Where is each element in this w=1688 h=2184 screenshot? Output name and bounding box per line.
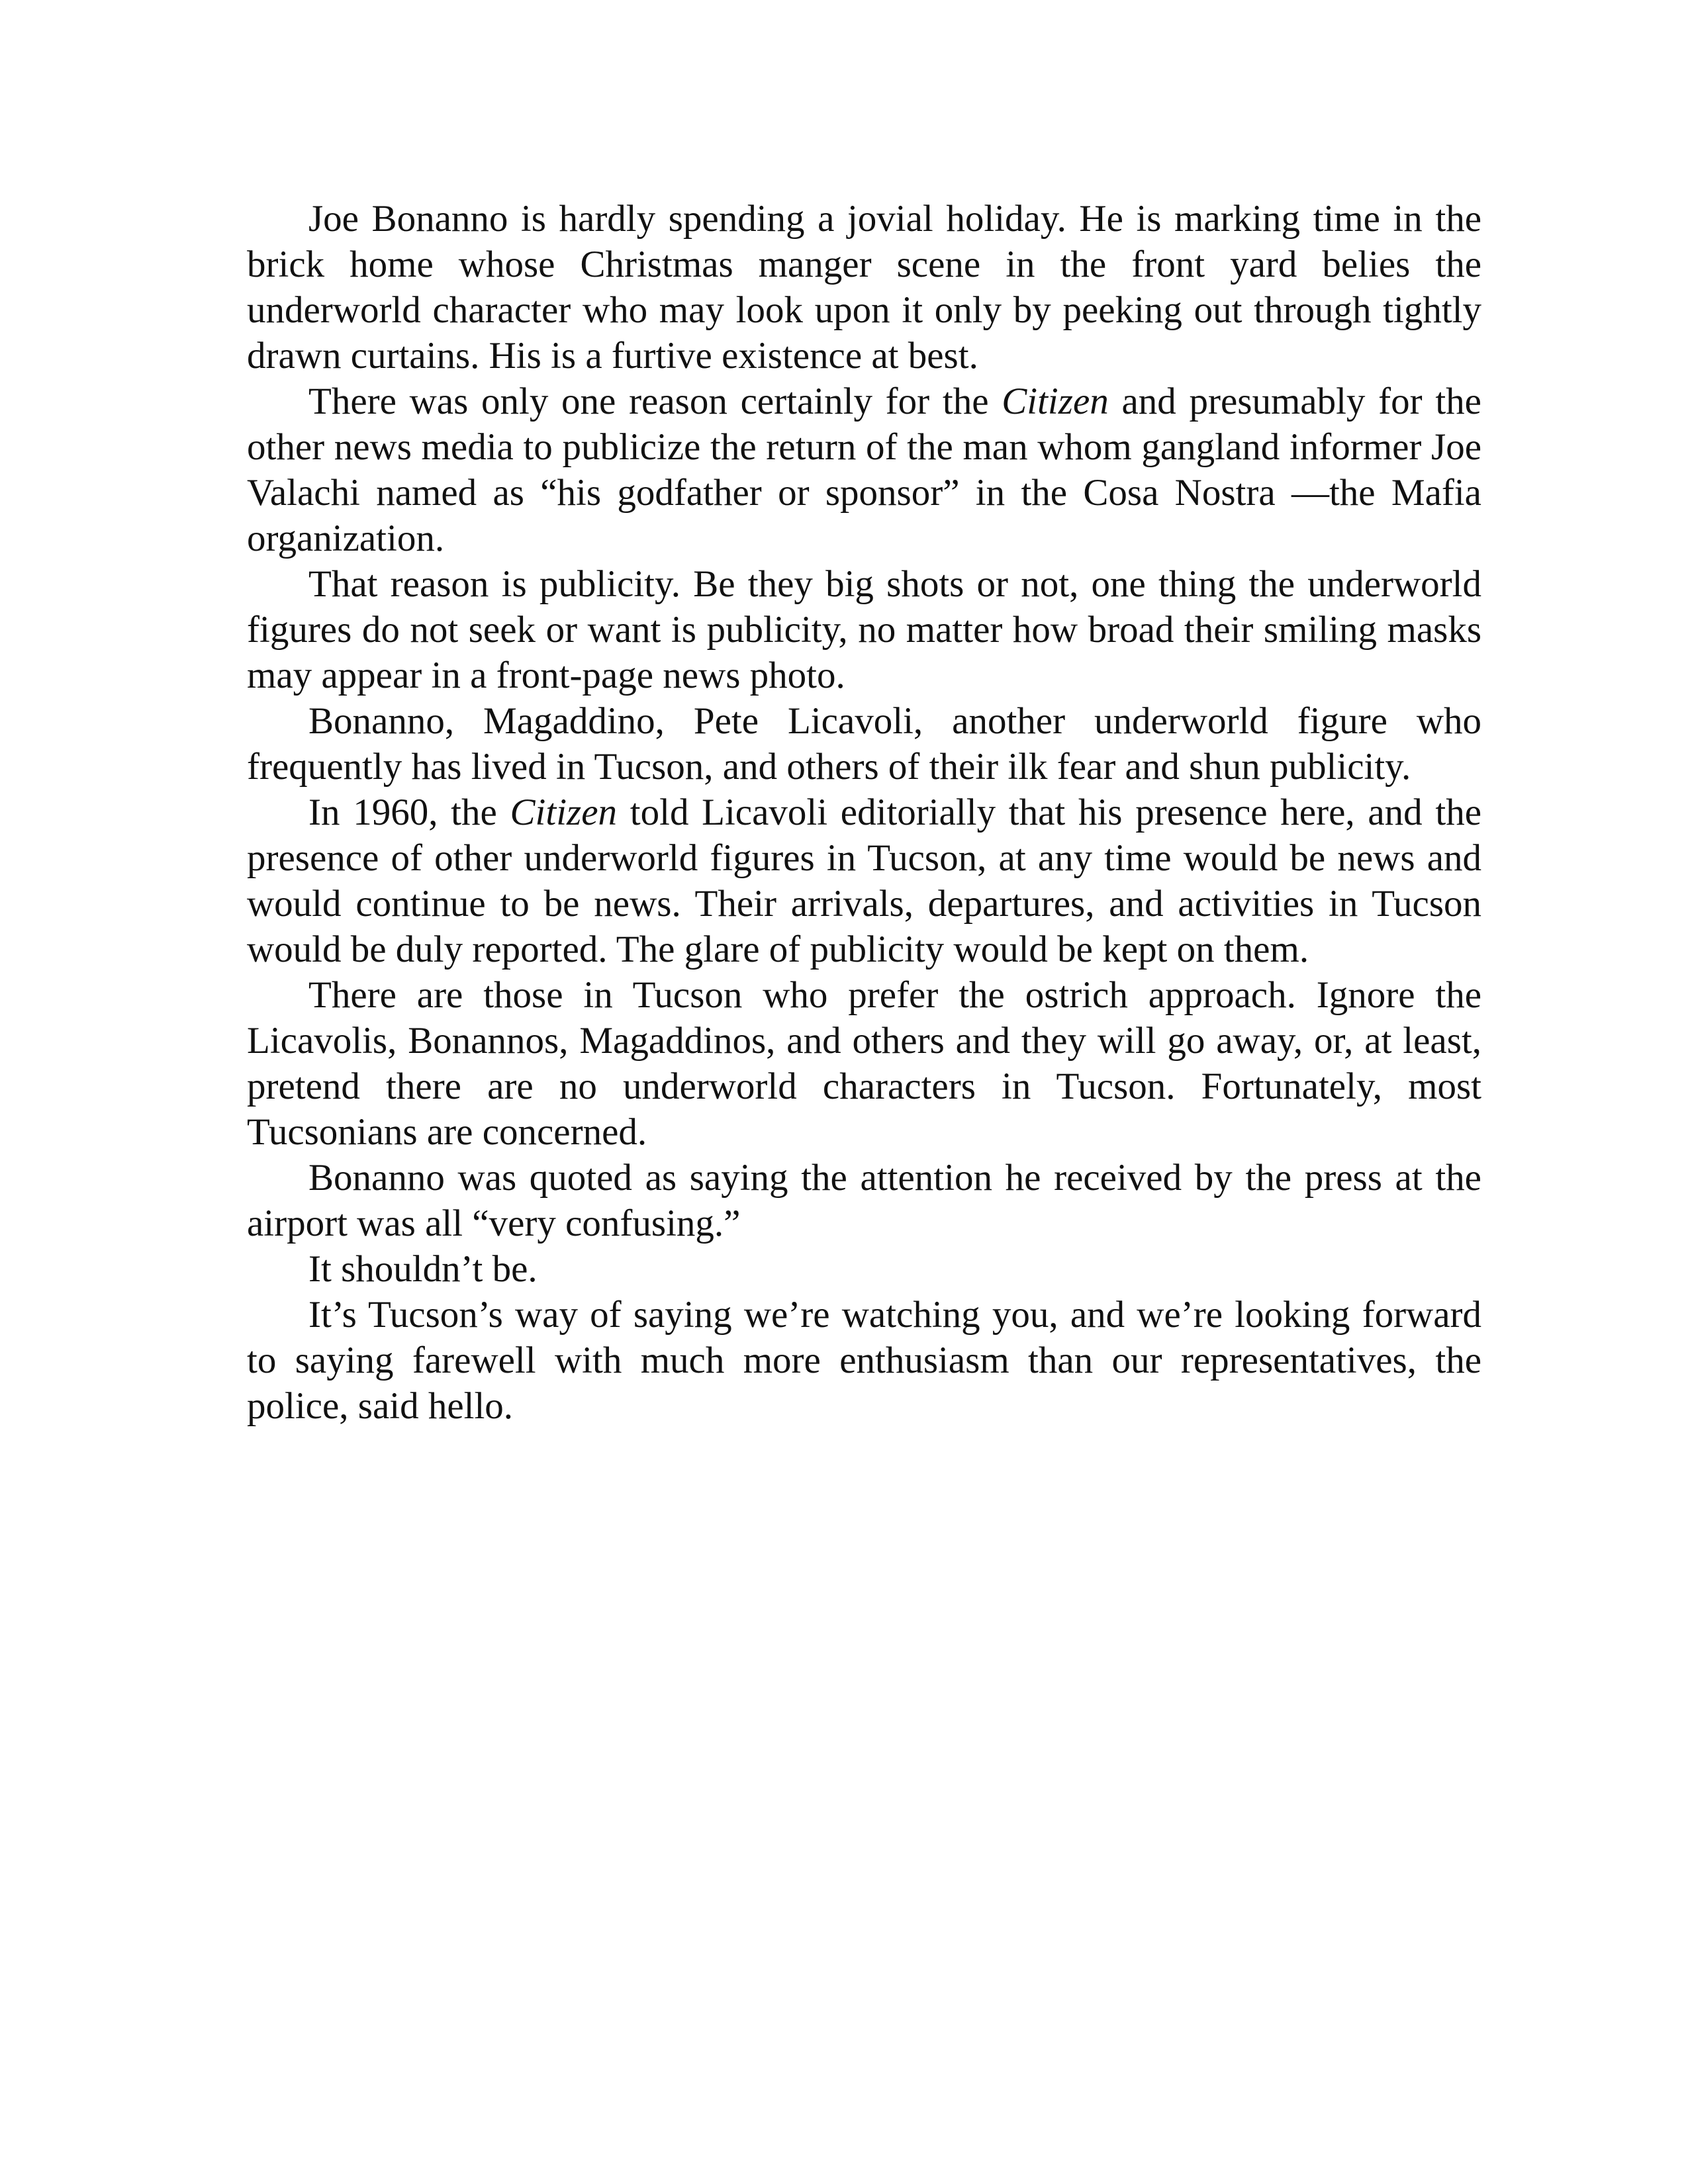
paragraph-4 xyxy=(247,698,1481,790)
paragraph-2 xyxy=(247,379,1481,561)
body-text xyxy=(247,196,1481,1429)
paragraph-3 xyxy=(247,561,1481,698)
paragraph-9 xyxy=(247,1292,1481,1429)
paragraph-7 xyxy=(247,1155,1481,1246)
paragraph-text: In 1960, the xyxy=(308,792,510,833)
paragraph-text: Joe Bonanno is hardly spending a jovial holiday. He is marking time in the brick home whose Christmas manger scene in the front yard belies the underworld character who may look upon it only by peeking out through tightly drawn curtains. His is a furtive existence at best. xyxy=(247,198,1481,377)
paragraph-text: told Licavoli editorially that his presence here, and the presence of other underworld figures in Tucson, at any time would be news and would continue to be news. Their arrivals, departures, and activities in Tucson would be duly reported. The glare of publicity would be kept on them. xyxy=(247,792,1481,970)
paragraph-6 xyxy=(247,972,1481,1155)
paragraph-text: That reason is publicity. Be they big shots or not, one thing the underworld figures do not seek or want is publicity, no matter how broad their smiling masks may appear in a front-page news photo. xyxy=(247,563,1481,696)
publication-name: Citizen xyxy=(1002,381,1109,422)
publication-name: Citizen xyxy=(510,792,618,833)
paragraph-5 xyxy=(247,790,1481,972)
paragraph-text: It’s Tucson’s way of saying we’re watching you, and we’re looking forward to saying farewell with much more enthusiasm than our representatives, the police, said hello. xyxy=(247,1294,1481,1427)
paragraph-text: There was only one reason certainly for the xyxy=(308,381,1002,422)
paragraph-text: It shouldn’t be. xyxy=(308,1248,538,1290)
paragraph-text: and presumably for the other news media to publicize the return of the man whom gangland informer Joe Valachi named as “his godfather or sponsor” in the Cosa Nostra —the Mafia organization. xyxy=(247,381,1481,559)
paragraph-text: There are those in Tucson who prefer the ostrich approach. Ignore the Licavolis, Bonannos, Magaddinos, and others and they will go away, or, at least, pretend there are no underworld characters in Tucson. Fortunately, most Tucsonians are concerned. xyxy=(247,974,1481,1153)
paragraph-8 xyxy=(247,1246,1481,1292)
paragraph-text: Bonanno, Magaddino, Pete Licavoli, another underworld figure who frequently has lived in Tucson, and others of their ilk fear and shun publicity. xyxy=(247,700,1481,788)
paragraph-text: Bonanno was quoted as saying the attention he received by the press at the airport was all “very confusing.” xyxy=(247,1157,1481,1244)
paragraph-1 xyxy=(247,196,1481,379)
